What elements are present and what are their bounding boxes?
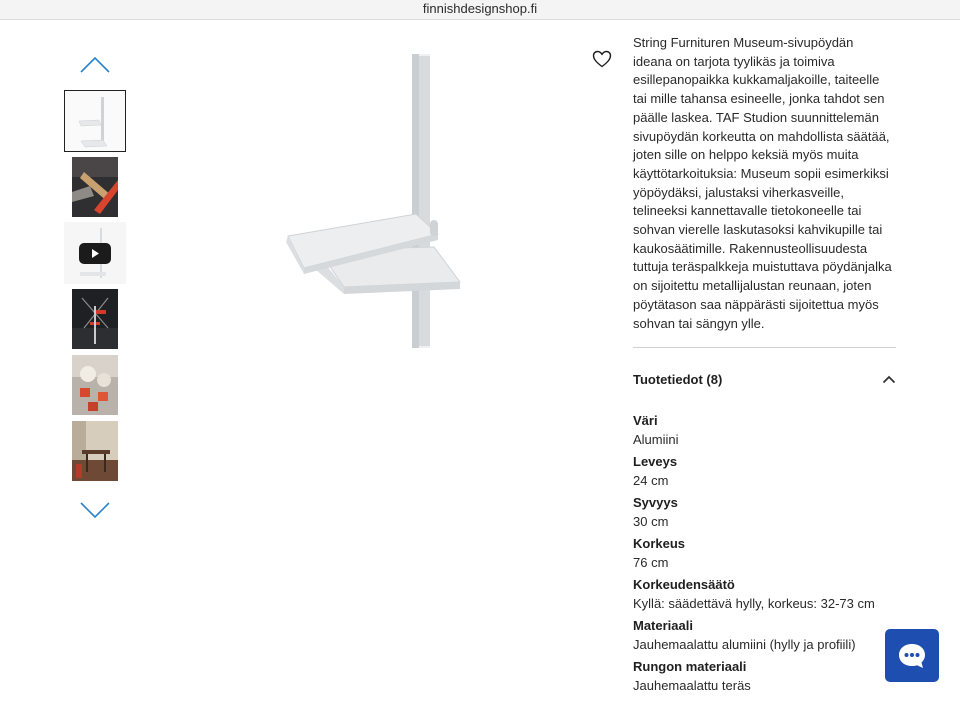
- spec-value: Jauhemaalattu teräs: [633, 678, 751, 693]
- thumbnail-product-dark-interior[interactable]: [64, 288, 126, 350]
- main-product-image[interactable]: [270, 40, 480, 410]
- url-text: finnishdesignshop.fi: [422, 1, 538, 16]
- thumbnail-product-dining-room[interactable]: [64, 420, 126, 482]
- thumbnail-product-video[interactable]: [64, 222, 126, 284]
- spec-value: 30 cm: [633, 514, 669, 529]
- chat-button[interactable]: [885, 629, 939, 682]
- browser-address-bar[interactable]: [0, 0, 960, 20]
- divider: [633, 347, 896, 348]
- product-details-toggle[interactable]: [633, 368, 896, 392]
- thumbnail-product-accessories[interactable]: [64, 354, 126, 416]
- spec-label: Rungon materiaali: [633, 659, 747, 674]
- spec-item: [633, 575, 933, 616]
- product-details-title: Tuotetiedot (8): [633, 372, 723, 387]
- heart-icon[interactable]: [592, 50, 612, 68]
- spec-value: Jauhemaalattu alumiini (hylly ja profiili): [633, 637, 856, 652]
- spec-label: Leveys: [633, 454, 678, 469]
- gallery-down-arrow-icon[interactable]: [79, 500, 111, 520]
- product-description: String Furnituren Museum-sivupöydän ideana on tarjota tyylikäs ja toimiva esillepanopaikka kukkamaljakoille, taiteelle tai mille tahansa esineelle, jonka tahdot sen päälle laskea. TAF Studion suunnittelemän sivupöydän korkeutta on mahdollista säätää, joten sille on helppo keksiä myös muita käyttötarkoituksia: Museum sopii esimerkiksi yöpöydäksi, jalustaksi viherkasveille, telineeksi kannettavalle tietokoneelle tai sohvan vierelle laskutasoksi kahvikupille tai kaukosäätimille. Rakennusteollisuudesta tuttuja teräspalkkeja muistuttava pöydänjalka on sijoitettu metallijalustan reunaan, joten pöytätason saa näppärästi sijoitettua myös sohvan tai sängyn ylle.: [633, 35, 892, 331]
- spec-item: [633, 493, 933, 534]
- spec-value: 76 cm: [633, 555, 669, 570]
- spec-label: Korkeudensäätö: [633, 577, 735, 592]
- chat-bubble-icon: [896, 640, 928, 672]
- spec-label: Materiaali: [633, 618, 693, 633]
- spec-value: Alumiini: [633, 432, 679, 447]
- spec-item: [633, 411, 933, 452]
- spec-label: Korkeus: [633, 536, 686, 551]
- thumbnail-product-detail-red[interactable]: [64, 156, 126, 218]
- spec-label: Väri: [633, 413, 658, 428]
- spec-label: Syvyys: [633, 495, 678, 510]
- thumbnail-product-front[interactable]: [64, 90, 126, 152]
- chevron-up-icon: [882, 374, 896, 384]
- spec-value: 24 cm: [633, 473, 669, 488]
- spec-item: [633, 452, 933, 493]
- gallery-up-arrow-icon[interactable]: [79, 55, 111, 75]
- spec-value: Kyllä: säädettävä hylly, korkeus: 32-73 cm: [633, 596, 875, 611]
- spec-item: [633, 534, 933, 575]
